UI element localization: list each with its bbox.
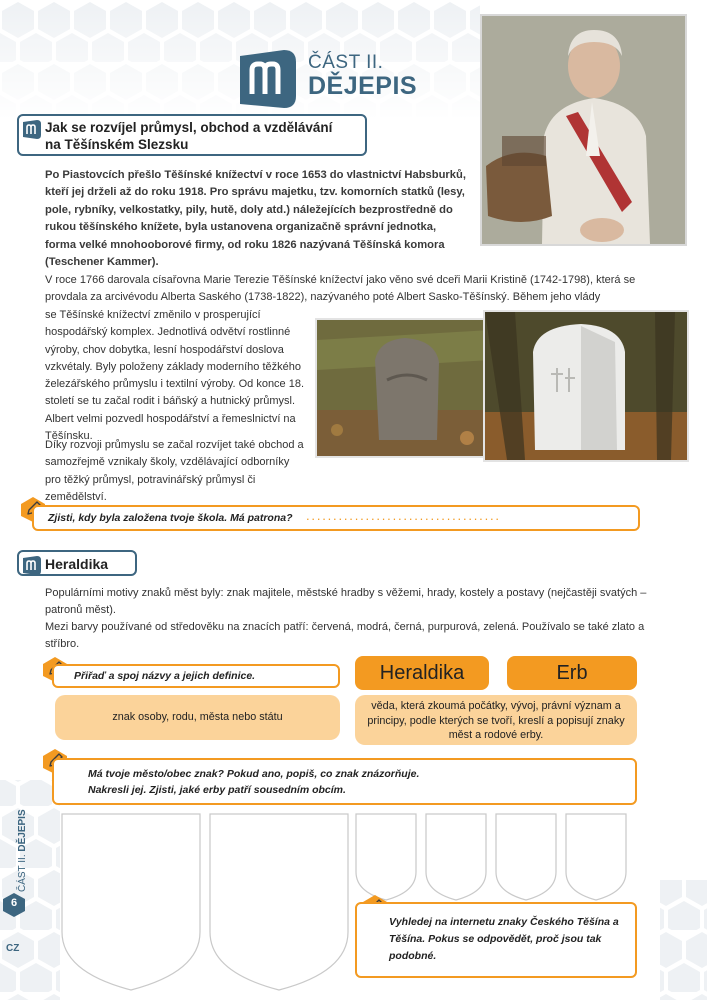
paragraph-1-start: V roce 1766 darovala císařovna Marie Terezie Těšínské knížectví jako věno své dceři Marii Kristině (1742-1798), která se provdala za arcivévodu Alberta Saského (1738-1822), nazývaného poté Albert Sasko-Těšínský. Během jeho vlády: [45, 274, 636, 304]
section-logo-icon: [22, 555, 42, 575]
heraldry-line2: Mezi barvy používané od středověku na znacích patří: červená, modrá, černá, purpurová, zelená. Používalo se také zlato a stříbro.: [45, 621, 645, 650]
task-search-internet: [355, 902, 637, 978]
task-question: Vyhledej na internetu znaky Českého Těšína a Těšína. Pokus se odpovědět, proč jsou tak podobné.: [389, 916, 619, 962]
term-erb[interactable]: Erb: [507, 656, 637, 690]
paragraph-1-end: se Těšínské knížectví změnilo v prosperující hospodářský komplex. Jednotlivá odvětví rostlinné výroby, chov dobytka, lesní hospodářství doslova vzkvétaly. Byly položeny základy moderního těžkého železářského průmyslu i textilní výroby. Od konce 18. století se tu začal rodit i báňský a hutnický průmysl. Albert velmi pozvedl hospodářství a řemeslnictví na Těšínsku.: [45, 309, 305, 443]
subject-title: DĚJEPIS: [308, 72, 418, 100]
term-heraldika[interactable]: Heraldika: [355, 656, 489, 690]
section-title-industry: [17, 114, 367, 156]
section-title-line2: na Těšínském Slezsku: [45, 136, 189, 152]
subject-logo-icon: [238, 48, 298, 110]
page-number-badge: [3, 893, 25, 917]
task-question: Přiřaď a spoj názvy a jejich definice.: [74, 670, 256, 682]
side-part-label: [2, 782, 28, 892]
shield-outline-small-4: [566, 814, 626, 900]
shield-outline-small-1: [356, 814, 416, 900]
intro-paragraph: Po Piastovcích přešlo Těšínské knížectví v roce 1653 do vlastnictví Habsburků, kteří jej drželi až do roku 1918. Pro správu majetku, tzv. komorních statků (lesy, pole, rybníky, velkostatky, pily, hutě, doly atd.) náležejících bezprostředně do rukou těšínského knížete, byla ustanovena organizačně správní jednotka, forma velké mnohooborové firmy, od roku 1826 nazývaná Těšínská komora (Teschener Kammer).: [45, 169, 466, 269]
section-title-text: Heraldika: [45, 556, 109, 572]
boundary-stone-photo-new: [483, 310, 689, 462]
portrait-image: [480, 14, 687, 246]
shield-outline-large-2: [210, 814, 348, 990]
task-line1: Má tvoje město/obec znak? Pokud ano, popiš, co znak znázorňuje.: [88, 768, 420, 780]
shield-outline-small-3: [496, 814, 556, 900]
language-label: CZ: [6, 943, 20, 954]
definition-coat-of-arms[interactable]: znak osoby, rodu, města nebo státu: [55, 695, 340, 740]
shield-outline-small-2: [426, 814, 486, 900]
side-subject: DĚJEPIS: [17, 809, 28, 852]
heraldry-line1: Populárními motivy znaků měst byly: znak majitele, městské hradby s věžemi, hrady, kostely a postavy (nejčastěji svatých – patronů měst).: [45, 587, 647, 616]
section-title-heraldry: [17, 550, 137, 576]
side-part: ČÁST II.: [17, 854, 28, 892]
task-school-founding[interactable]: [32, 505, 640, 531]
section-title-line1: Jak se rozvíjel průmysl, obchod a vzdělávání: [45, 120, 333, 135]
heraldry-paragraph: [45, 585, 670, 653]
paragraph-2: Díky rozvoji průmyslu se začal rozvíjet také obchod a samozřejmě vznikaly školy, vzdělávající odborníky pro těžký průmysl, potravinářský průmysl či zemědělství.: [45, 439, 304, 503]
part-label: ČÁST II.: [308, 52, 384, 73]
page-number: 6: [10, 897, 18, 909]
task-match-terms: [52, 664, 340, 688]
answer-dots: ....................................: [306, 508, 501, 523]
definition-heraldry[interactable]: věda, která zkoumá počátky, vývoj, právní význam a principy, podle kterých se tvoří, kreslí a popisují znaky měst a rodové erby.: [355, 695, 637, 745]
boundary-stone-photo-old: [315, 318, 493, 458]
task-draw-coat-of-arms: [52, 758, 637, 805]
shield-outline-large-1: [62, 814, 200, 990]
task-question: Zjisti, kdy byla založena tvoje škola. Má patrona?: [48, 512, 293, 524]
section-logo-icon: [22, 119, 42, 139]
task-line2: Nakresli jej. Zjisti, jaké erby patří sousedním obcím.: [88, 784, 346, 796]
